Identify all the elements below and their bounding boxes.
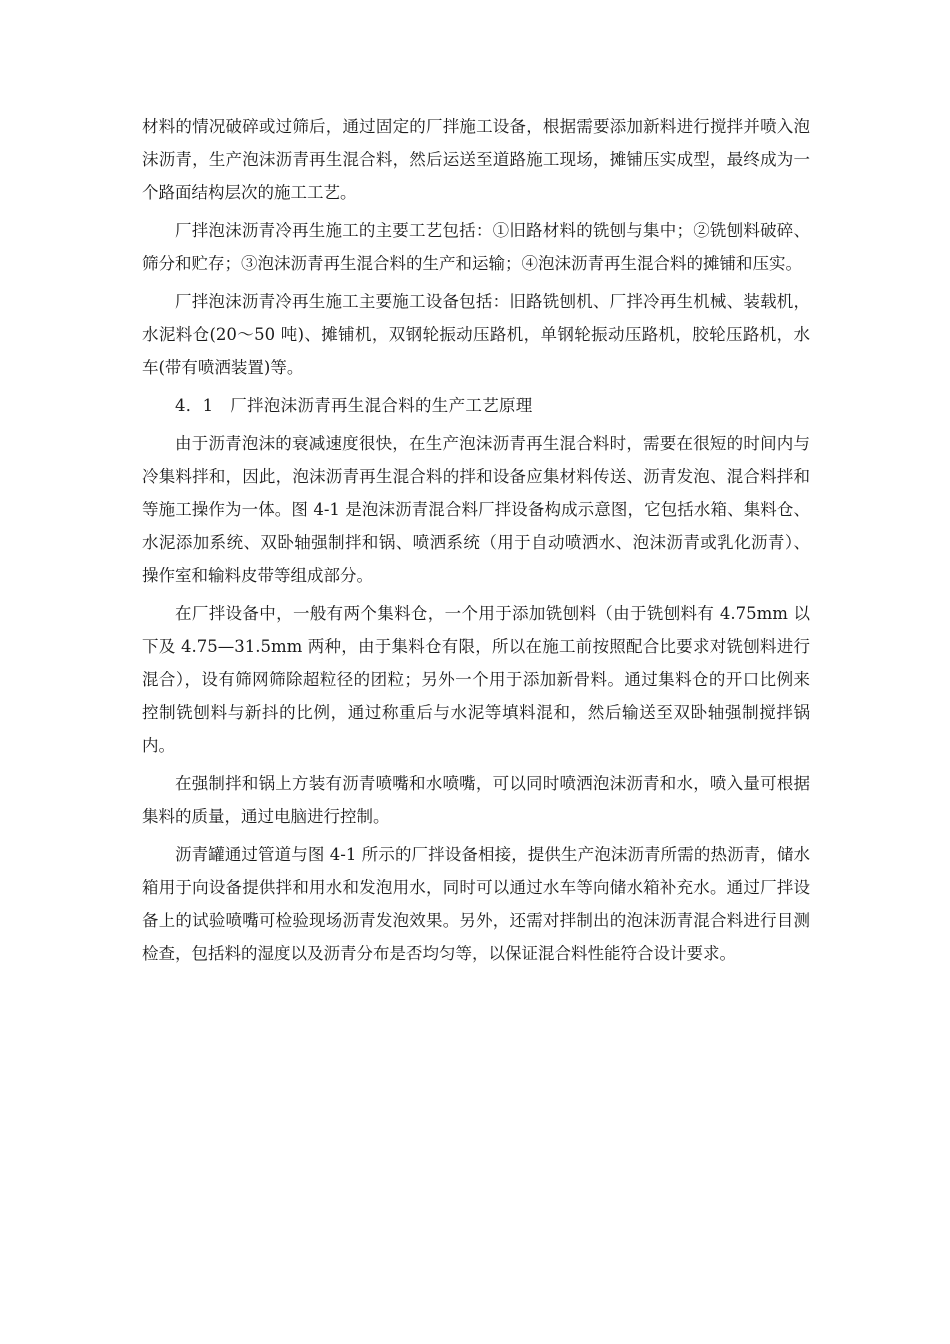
paragraph-equipment: 厂拌泡沫沥青冷再生施工主要施工设备包括：旧路铣刨机、厂拌冷再生机械、装载机，水泥料仓(20～50 吨)、摊铺机，双钢轮振动压路机，单钢轮振动压路机，胶轮压路机，水车(带有喷洒装置)等。 (142, 292, 810, 377)
paragraph-nozzles: 在强制拌和锅上方装有沥青喷嘴和水喷嘴，可以同时喷洒泡沫沥青和水，喷入量可根据集料的质量，通过电脑进行控制。 (142, 774, 810, 826)
paragraph-aggregate-bins: 在厂拌设备中，一般有两个集料仓，一个用于添加铣刨料（由于铣刨料有 4.75mm 以下及 4.75—31.5mm 两种，由于集料仓有限，所以在施工前按照配合比要求对铣刨料进行混合），设有筛网筛除超粒径的团粒；另外一个用于添加新骨料。通过集料仓的开口比例来控制铣刨料与新抖的比例，通过称重后与水泥等填料混和，然后输送至双卧轴强制搅拌锅内。 (142, 604, 810, 755)
paragraph-principle: 由于沥青泡沫的衰减速度很快，在生产泡沫沥青再生混合料时，需要在很短的时间内与冷集料拌和，因此，泡沫沥青再生混合料的拌和设备应集材料传送、沥青发泡、混合料拌和等施工操作为一体。图 4-1 是泡沫沥青混合料厂拌设备构成示意图，它包括水箱、集料仓、水泥添加系统、双卧轴强制拌和锅、喷洒系统（用于自动喷洒水、泡沫沥青或乳化沥青）、操作室和输料皮带等组成部分。 (142, 434, 810, 585)
paragraph-continuation: 材料的情况破碎或过筛后，通过固定的厂拌施工设备，根据需要添加新料进行搅拌并喷入泡沫沥青，生产泡沫沥青再生混合料，然后运送至道路施工现场，摊铺压实成型，最终成为一个路面结构层次的施工工艺。 (142, 117, 810, 202)
document-body (142, 110, 810, 975)
section-heading: 4．1 厂拌泡沫沥青再生混合料的生产工艺原理 (175, 396, 533, 415)
paragraph-asphalt-tank: 沥青罐通过管道与图 4-1 所示的厂拌设备相接，提供生产泡沫沥青所需的热沥青，储水箱用于向设备提供拌和用水和发泡用水，同时可以通过水车等向储水箱补充水。通过厂拌设备上的试验喷嘴可检验现场沥青发泡效果。另外，还需对拌制出的泡沫沥青混合料进行目测检查，包括料的湿度以及沥青分布是否均匀等，以保证混合料性能符合设计要求。 (142, 845, 810, 963)
paragraph-process-steps: 厂拌泡沫沥青冷再生施工的主要工艺包括：①旧路材料的铣刨与集中；②铣刨料破碎、筛分和贮存；③泡沫沥青再生混合料的生产和运输；④泡沫沥青再生混合料的摊铺和压实。 (142, 221, 810, 273)
